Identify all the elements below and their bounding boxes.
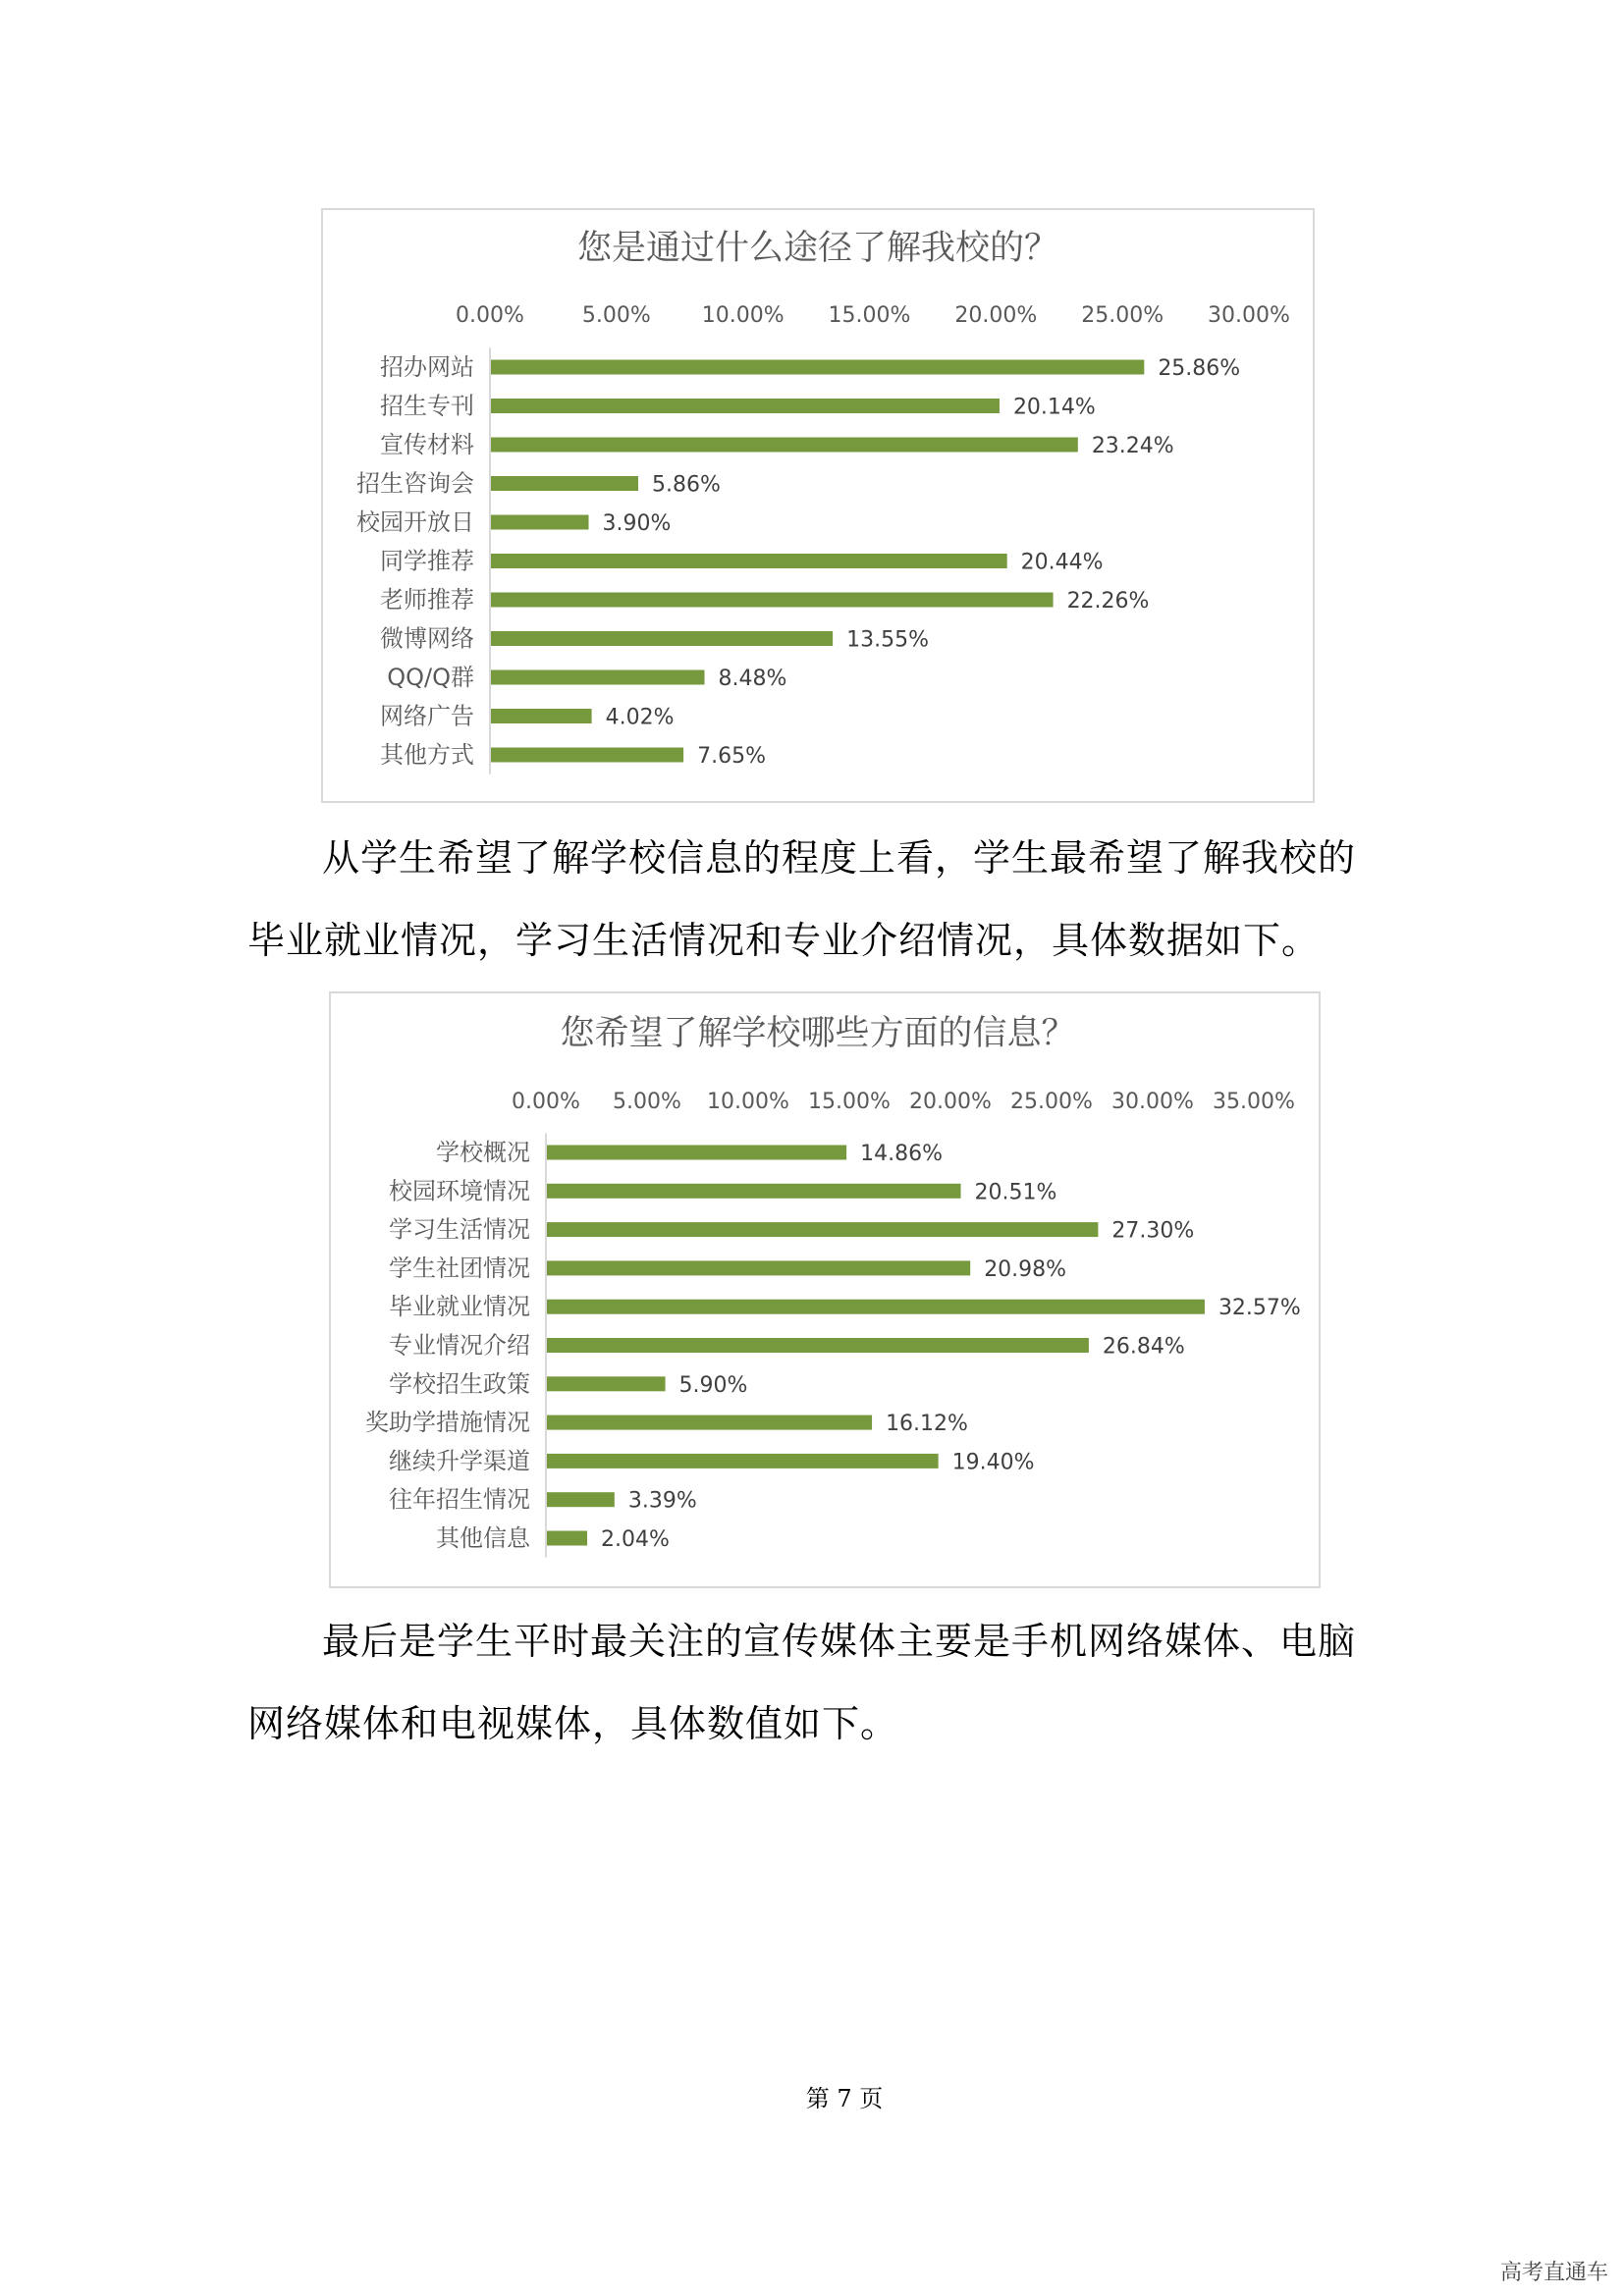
x-tick-label: 5.00%	[581, 303, 651, 328]
data-label: 20.51%	[974, 1180, 1057, 1205]
category-label: 老师推荐	[380, 586, 474, 614]
category-label: 继续升学渠道	[389, 1447, 530, 1475]
x-tick-label: 20.00%	[954, 303, 1038, 328]
data-label: 4.02%	[605, 705, 675, 730]
bar	[547, 1146, 846, 1160]
category-label: 学生社团情况	[389, 1254, 530, 1282]
bar	[547, 1184, 961, 1199]
x-tick-label: 30.00%	[1208, 303, 1290, 328]
bar	[547, 1415, 872, 1430]
bar	[491, 631, 833, 646]
data-label: 25.86%	[1158, 356, 1241, 381]
x-tick-label: 35.00%	[1213, 1090, 1295, 1114]
x-tick-label: 25.00%	[1081, 303, 1164, 328]
bar	[547, 1531, 587, 1546]
category-label: 专业情况介绍	[389, 1331, 530, 1360]
data-label: 16.12%	[886, 1412, 968, 1437]
data-label: 8.48%	[718, 667, 787, 691]
x-tick-label: 5.00%	[613, 1090, 681, 1114]
bar	[491, 709, 592, 723]
bar	[547, 1222, 1098, 1237]
data-label: 32.57%	[1218, 1296, 1301, 1321]
category-label: 同学推荐	[380, 547, 474, 575]
chart-title: 您希望了解学校哪些方面的信息？	[560, 1014, 1076, 1053]
data-label: 20.14%	[1012, 395, 1096, 420]
watermark: 高考直通车	[1499, 2261, 1608, 2285]
bar	[491, 593, 1054, 608]
data-label: 14.86%	[860, 1142, 944, 1166]
category-label: 招办网站	[380, 353, 474, 381]
paragraph-2: 最后是学生平时最关注的宣传媒体主要是手机网络媒体、电脑网络媒体和电视媒体，具体数值如下。	[247, 1620, 1357, 1745]
chart-title: 您是通过什么途径了解我校的？	[576, 229, 1059, 268]
bar	[491, 515, 588, 530]
data-label: 27.30%	[1111, 1218, 1195, 1244]
category-label: 网络广告	[380, 702, 474, 730]
data-label: 3.39%	[627, 1488, 697, 1514]
chart-info-interest-svg	[331, 993, 1319, 1586]
paragraph-1: 从学生希望了解学校信息的程度上看，学生最希望了解我校的毕业就业情况，学习生活情况和专业介绍情况，具体数据如下。	[247, 836, 1357, 962]
category-label: 招生专刊	[380, 392, 474, 420]
chart-info-interest	[329, 991, 1321, 1588]
category-label: 学校概况	[436, 1139, 530, 1166]
bar	[547, 1454, 939, 1468]
category-label: 校园开放日	[356, 508, 474, 536]
x-tick-label: 0.00%	[512, 1090, 580, 1114]
category-label: 往年招生情况	[389, 1485, 530, 1514]
bar	[491, 360, 1144, 375]
bar	[491, 670, 705, 685]
data-label: 23.24%	[1091, 434, 1174, 458]
data-label: 2.04%	[601, 1527, 670, 1552]
data-label: 5.86%	[651, 472, 721, 498]
bar	[547, 1376, 666, 1391]
page-number: 第 7 页	[805, 2085, 884, 2112]
data-label: 7.65%	[697, 744, 767, 769]
category-label: 学校招生政策	[389, 1369, 530, 1398]
chart-channels	[321, 208, 1315, 803]
chart-channels-svg	[323, 210, 1313, 801]
x-tick-label: 10.00%	[701, 303, 785, 328]
bar	[547, 1300, 1205, 1314]
bar	[491, 476, 638, 491]
data-label: 22.26%	[1066, 589, 1150, 614]
bar	[491, 399, 1000, 413]
data-label: 3.90%	[602, 511, 672, 536]
category-label: 校园环境情况	[389, 1177, 530, 1205]
category-label: 微博网络	[380, 624, 474, 653]
data-label: 20.44%	[1020, 550, 1104, 575]
bar	[491, 748, 683, 763]
x-tick-label: 25.00%	[1010, 1090, 1093, 1114]
x-tick-label: 20.00%	[909, 1090, 992, 1114]
x-tick-label: 30.00%	[1111, 1090, 1194, 1114]
x-tick-label: 0.00%	[456, 303, 524, 328]
x-tick-label: 10.00%	[707, 1090, 789, 1114]
category-label: 学习生活情况	[389, 1215, 530, 1244]
category-label: 招生咨询会	[356, 469, 474, 498]
bar	[547, 1492, 615, 1507]
bar	[491, 554, 1007, 568]
category-label: 宣传材料	[380, 431, 474, 458]
category-label: 其他方式	[380, 741, 474, 769]
data-label: 5.90%	[678, 1372, 748, 1398]
category-label: 其他信息	[436, 1524, 530, 1552]
data-label: 19.40%	[951, 1450, 1035, 1475]
bar	[491, 438, 1078, 453]
category-label: 奖助学措施情况	[365, 1409, 530, 1437]
x-tick-label: 15.00%	[808, 1090, 891, 1114]
bar	[547, 1338, 1089, 1353]
category-label: QQ/Q群	[387, 664, 474, 691]
data-label: 20.98%	[984, 1256, 1067, 1282]
bar	[547, 1260, 970, 1275]
data-label: 13.55%	[846, 627, 930, 653]
x-tick-label: 15.00%	[828, 303, 911, 328]
data-label: 26.84%	[1102, 1334, 1185, 1360]
category-label: 毕业就业情况	[389, 1293, 530, 1321]
